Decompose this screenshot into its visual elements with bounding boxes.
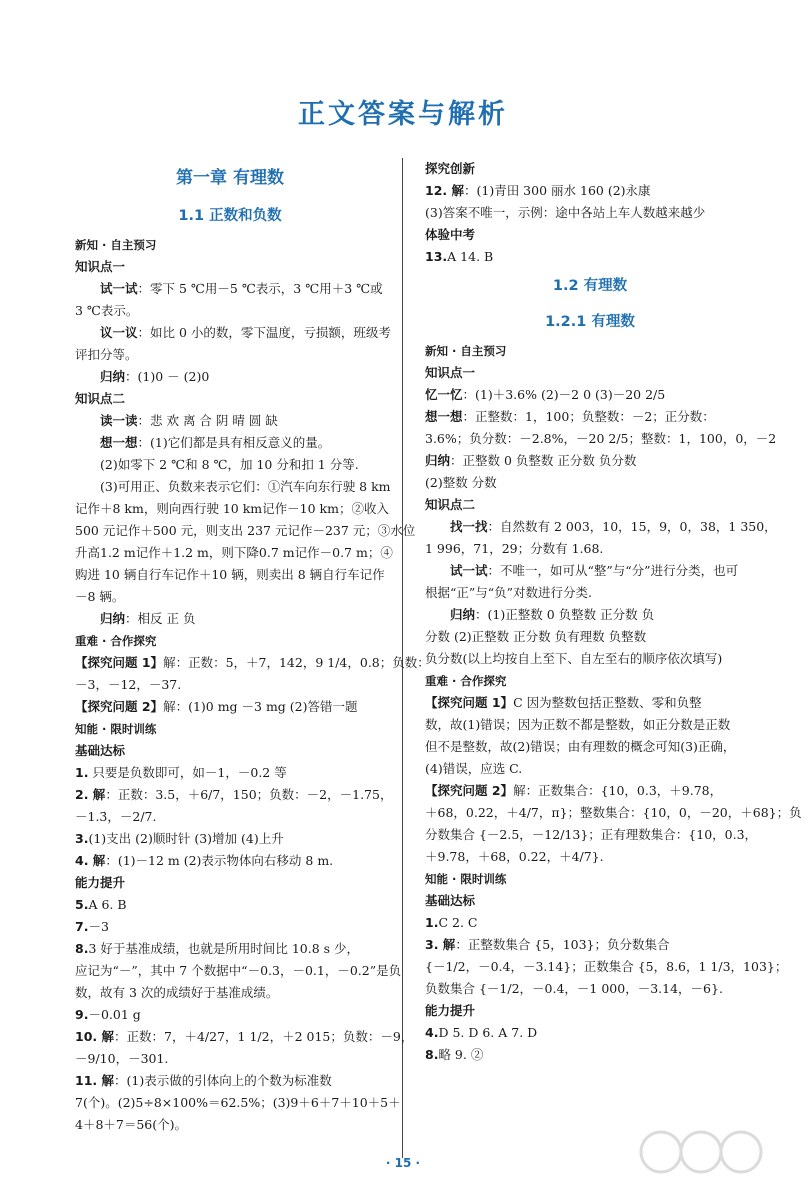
- page-title: 正文答案与解析: [298, 99, 508, 130]
- item-text: 负数集合 {－1/2，－0.4，－1 000，－3.14，－6}.: [425, 981, 723, 996]
- item-text: 4＋8＋7＝56(个)。: [75, 1117, 188, 1132]
- item-text: 知能 · 限时训练: [75, 722, 157, 736]
- knowledge-point-heading: [425, 158, 755, 180]
- item-text: ：(1)＋3.6% (2)－2 0 (3)－20 2/5: [462, 387, 666, 402]
- item-label: 3. 解: [425, 937, 456, 952]
- answer-line: [75, 454, 385, 476]
- section-heading: [425, 304, 755, 340]
- item-label: 1.: [425, 915, 439, 930]
- item-text: 重难 · 合作探究: [425, 674, 507, 688]
- answer-line: [75, 916, 385, 938]
- item-text: 数，故有 3 次的成绩好于基准成绩。: [75, 985, 279, 1000]
- answer-line: [75, 1048, 385, 1070]
- answer-line: [425, 956, 788, 978]
- answer-line: [425, 538, 755, 560]
- knowledge-point-heading: [425, 224, 755, 246]
- item-text: 升高1.2 m记作＋1.2 m，则下降0.7 m记作－0.7 m；④: [75, 545, 393, 560]
- subsection-heading: [75, 718, 385, 740]
- item-text: 知识点一: [425, 365, 476, 380]
- answer-line: [425, 428, 777, 450]
- chapter-heading: [75, 158, 385, 198]
- item-text: (3)可用正、负数来表示它们：①汽车向东行驶 8 km: [100, 479, 391, 494]
- section-heading: [425, 268, 755, 304]
- answer-line: [425, 384, 755, 406]
- item-text: 评扣分等。: [75, 347, 138, 362]
- item-text: C 2. C: [438, 915, 478, 930]
- item-label: 归纳: [100, 611, 126, 626]
- answer-line: [425, 246, 755, 268]
- item-label: 4.: [425, 1025, 439, 1040]
- answer-line: [425, 1044, 755, 1066]
- item-text: 1.1 正数和负数: [178, 208, 282, 224]
- answer-line: [75, 1004, 385, 1026]
- item-label: 找一找: [450, 519, 488, 534]
- item-label: 归纳: [450, 607, 476, 622]
- item-text: 解：正数：5，＋7，142，9 1/4，0.8；负数：: [163, 655, 430, 670]
- item-text: ：相反 正 负: [125, 611, 196, 626]
- answer-line: [75, 410, 385, 432]
- answer-line: [75, 762, 385, 784]
- item-text: 但不是整数，故(2)错误；由有理数的概念可知(3)正确，: [425, 739, 736, 754]
- item-text: ：正整数 0 负整数 正分数 负分数: [450, 453, 637, 468]
- answer-line: [75, 608, 385, 630]
- item-label: 9.: [75, 1007, 89, 1022]
- item-text: ：(1)青田 300 丽水 160 (2)永康: [464, 183, 651, 198]
- answer-line: [75, 1114, 385, 1136]
- item-text: 记作＋8 km，则向西行驶 10 km记作－10 km；②收入: [75, 501, 389, 516]
- item-label: 试一试: [450, 563, 488, 578]
- item-text: 新知 · 自主预习: [75, 238, 157, 252]
- answer-line: [425, 978, 755, 1000]
- item-label: 【探究问题 2】: [75, 699, 164, 714]
- answer-line: [425, 736, 755, 758]
- item-text: 1 996，71，29；分数有 1.68.: [425, 541, 604, 556]
- item-label: 8.: [425, 1047, 439, 1062]
- item-text: (2)整数 分数: [425, 475, 497, 490]
- item-text: ：(1)0 － (2)0: [125, 369, 210, 384]
- item-text: 第一章 有理数: [176, 168, 284, 188]
- answer-line: [75, 850, 385, 872]
- item-text: A 6. B: [88, 897, 127, 912]
- item-label: 10. 解: [75, 1029, 114, 1044]
- answer-line: [75, 432, 385, 454]
- page-number: · 15 ·: [385, 1156, 421, 1170]
- knowledge-point-heading: [425, 890, 755, 912]
- item-label: 11. 解: [75, 1073, 114, 1088]
- item-text: 体验中考: [425, 227, 476, 242]
- answer-line: [75, 674, 385, 696]
- item-text: ：正整数：1，100；负整数：－2；正分数：: [462, 409, 715, 424]
- answer-line: [75, 828, 385, 850]
- item-text: －1.3̇，－2/7.: [75, 809, 157, 824]
- answer-line: [425, 692, 755, 714]
- knowledge-point-heading: [425, 1000, 755, 1022]
- item-label: 归纳: [100, 369, 126, 384]
- item-text: ：悲 欢 离 合 阴 晴 圆 缺: [137, 413, 278, 428]
- answer-line: [75, 542, 393, 564]
- item-text: ：自然数有 2 003，10，15，9，0，38，1 350，: [487, 519, 777, 534]
- answer-line: [425, 604, 755, 626]
- item-text: 解：(1)0 mg －3 mg (2)答错一题: [163, 699, 358, 714]
- answer-line: [75, 696, 385, 718]
- item-text: (3)答案不唯一，示例：途中各站上车人数越来越少: [425, 205, 706, 220]
- item-text: 知识点二: [75, 391, 126, 406]
- answer-line: [425, 450, 755, 472]
- answer-line: [75, 344, 385, 366]
- item-text: 解：正数集合：{10，0.3̇，＋9.78，: [513, 783, 723, 798]
- knowledge-point-heading: [75, 740, 385, 762]
- subsection-heading: [425, 670, 755, 692]
- item-text: ：如比 0 小的数，零下温度，亏损额，班级考: [137, 325, 391, 340]
- answer-line: [425, 516, 777, 538]
- item-text: 基础达标: [425, 893, 476, 908]
- item-label: 【探究问题 1】: [75, 655, 164, 670]
- answer-line: [75, 586, 385, 608]
- answer-line: [75, 476, 391, 498]
- knowledge-point-heading: [425, 494, 755, 516]
- item-text: 分数 (2)正整数 正分数 负有理数 负整数: [425, 629, 647, 644]
- item-label: 4. 解: [75, 853, 106, 868]
- item-text: 负分数(以上均按自上至下、自左至右的顺序依次填写): [425, 651, 723, 666]
- answer-line: [425, 758, 755, 780]
- item-label: 【探究问题 1】: [425, 695, 514, 710]
- answer-line: [425, 912, 755, 934]
- answer-line: [75, 894, 385, 916]
- item-text: ：(1)它们都是具有相反意义的量。: [137, 435, 331, 450]
- answer-line: [425, 202, 755, 224]
- item-text: 分数集合 {－2.5，－12/13}；正有理数集合：{10，0.3̇，: [425, 827, 758, 842]
- answer-line: [75, 322, 391, 344]
- item-text: ：(1)表示做的引体向上的个数为标准数: [114, 1073, 332, 1088]
- answer-line: [75, 652, 430, 674]
- item-text: 根据“正”与“负”对数进行分类.: [425, 585, 593, 600]
- item-text: 1.2 有理数: [552, 278, 628, 294]
- item-text: ＋68，0.22，＋4/7，π}；整数集合：{10，0，－20，＋68}；负: [425, 805, 802, 820]
- item-text: －8 辆。: [75, 589, 125, 604]
- answer-line: [75, 806, 385, 828]
- answer-line: [75, 784, 393, 806]
- item-text: ：正整数集合 {5，103}；负分数集合: [455, 937, 670, 952]
- item-text: ：零下 5 ℃用－5 ℃表示，3 ℃用＋3 ℃或: [137, 281, 383, 296]
- answer-line: [75, 1070, 385, 1092]
- item-text: 重难 · 合作探究: [75, 634, 157, 648]
- item-label: 忆一忆: [425, 387, 463, 402]
- item-label: 想一想: [425, 409, 463, 424]
- item-text: 能力提升: [75, 875, 126, 890]
- left-column: [75, 158, 430, 1136]
- item-label: 12. 解: [425, 183, 464, 198]
- answer-line: [425, 802, 802, 824]
- answer-line: [75, 938, 385, 960]
- item-text: (4)错误，应选 C.: [425, 761, 523, 776]
- answer-line: [75, 1026, 414, 1048]
- answer-line: [425, 824, 758, 846]
- answer-line: [425, 714, 755, 736]
- item-text: 3.6%；负分数：－2.8%，－20 2/5；整数：1，100，0，－2: [425, 431, 777, 446]
- answer-line: [75, 498, 389, 520]
- item-text: 购进 10 辆自行车记作＋10 辆，则卖出 8 辆自行车记作: [75, 567, 385, 582]
- answer-line: [75, 366, 385, 388]
- knowledge-point-heading: [75, 256, 385, 278]
- answer-line: [425, 560, 755, 582]
- item-text: ：正数：7，＋4/27，1 1/2，＋2 015；负数：－9，: [114, 1029, 414, 1044]
- item-text: 探究创新: [425, 161, 476, 176]
- item-label: 8.: [75, 941, 89, 956]
- item-text: 500 元记作＋500 元，则支出 237 元记作－237 元；③水位: [75, 523, 416, 538]
- subsection-heading: [425, 868, 755, 890]
- knowledge-point-heading: [75, 388, 385, 410]
- item-text: 只要是负数即可，如－1，－0.2 等: [88, 765, 287, 780]
- answer-line: [75, 982, 385, 1004]
- item-text: 能力提升: [425, 1003, 476, 1018]
- answer-line: [75, 520, 416, 542]
- item-text: 应记为“－”，其中 7 个数据中“－0.3，－0.1，－0.2”是负: [75, 963, 402, 978]
- item-text: －0.01 g: [88, 1007, 141, 1022]
- answer-line: [425, 582, 755, 604]
- item-label: 试一试: [100, 281, 138, 296]
- answer-line: [425, 648, 755, 670]
- answer-line: [75, 278, 385, 300]
- item-label: 1.: [75, 765, 89, 780]
- answer-line: [425, 472, 755, 494]
- subsection-heading: [75, 234, 385, 256]
- item-text: －9/10，－301.: [75, 1051, 169, 1066]
- item-text: (1)支出 (2)顺时针 (3)增加 (4)上升: [88, 831, 284, 846]
- item-text: －3，－12，－37.: [75, 677, 182, 692]
- item-label: 5.: [75, 897, 89, 912]
- item-text: ：正数：3.5，＋6/7，150；负数：－2，－1.75，: [105, 787, 393, 802]
- item-label: 读一读: [100, 413, 138, 428]
- answer-line: [425, 780, 755, 802]
- item-text: 略 9. ②: [438, 1047, 484, 1062]
- item-label: 【探究问题 2】: [425, 783, 514, 798]
- item-text: C 因为整数包括正整数、零和负整: [513, 695, 702, 710]
- item-label: 想一想: [100, 435, 138, 450]
- item-label: 议一议: [100, 325, 138, 340]
- item-text: A 14. B: [447, 249, 494, 264]
- item-text: 1.2.1 有理数: [545, 314, 635, 330]
- item-text: 3 ℃表示。: [75, 303, 139, 318]
- answer-line: [425, 1022, 755, 1044]
- item-text: 7(个)。(2)5÷8×100%＝62.5%；(3)9＋6＋7＋10＋5＋: [75, 1095, 401, 1110]
- answer-line: [425, 406, 755, 428]
- right-column: [425, 158, 802, 1066]
- item-text: 知识点一: [75, 259, 126, 274]
- item-text: {－1/2，－0.4，－3.14}；正数集合 {5，8.6，1 1/3，103}；: [425, 959, 788, 974]
- knowledge-point-heading: [425, 362, 755, 384]
- knowledge-point-heading: [75, 872, 385, 894]
- answer-line: [75, 1092, 401, 1114]
- item-label: 归纳: [425, 453, 451, 468]
- item-text: ：(1)－12 m (2)表示物体向右移动 8 m.: [105, 853, 334, 868]
- item-text: ：(1)正整数 0 负整数 正分数 负: [475, 607, 655, 622]
- item-label: 13.: [425, 249, 448, 264]
- item-text: 基础达标: [75, 743, 126, 758]
- section-heading: [75, 198, 385, 234]
- answer-line: [425, 626, 755, 648]
- item-text: 数，故(1)错误；因为正数不都是整数，如正分数是正数: [425, 717, 731, 732]
- item-text: ：不唯一，如可从“整”与“分”进行分类，也可: [487, 563, 739, 578]
- item-text: 知能 · 限时训练: [425, 872, 507, 886]
- item-text: 新知 · 自主预习: [425, 344, 507, 358]
- item-text: ＋9.78，＋68，0.22，＋4/7}.: [425, 849, 604, 864]
- item-text: (2)如零下 2 ℃和 8 ℃，加 10 分和扣 1 分等.: [100, 457, 359, 472]
- item-label: 2. 解: [75, 787, 106, 802]
- subsection-heading: [425, 340, 755, 362]
- item-text: 知识点二: [425, 497, 476, 512]
- item-text: D 5. D 6. A 7. D: [438, 1025, 538, 1040]
- watermark-logo: [636, 1122, 786, 1182]
- answer-line: [75, 960, 402, 982]
- answer-line: [425, 180, 755, 202]
- answer-line: [75, 300, 385, 322]
- item-label: 7.: [75, 919, 89, 934]
- item-text: －3: [88, 919, 109, 934]
- answer-line: [75, 564, 385, 586]
- item-label: 3.: [75, 831, 89, 846]
- item-text: 3 好于基准成绩，也就是所用时间比 10.8 s 少，: [88, 941, 360, 956]
- answer-line: [425, 846, 755, 868]
- subsection-heading: [75, 630, 385, 652]
- answer-line: [425, 934, 755, 956]
